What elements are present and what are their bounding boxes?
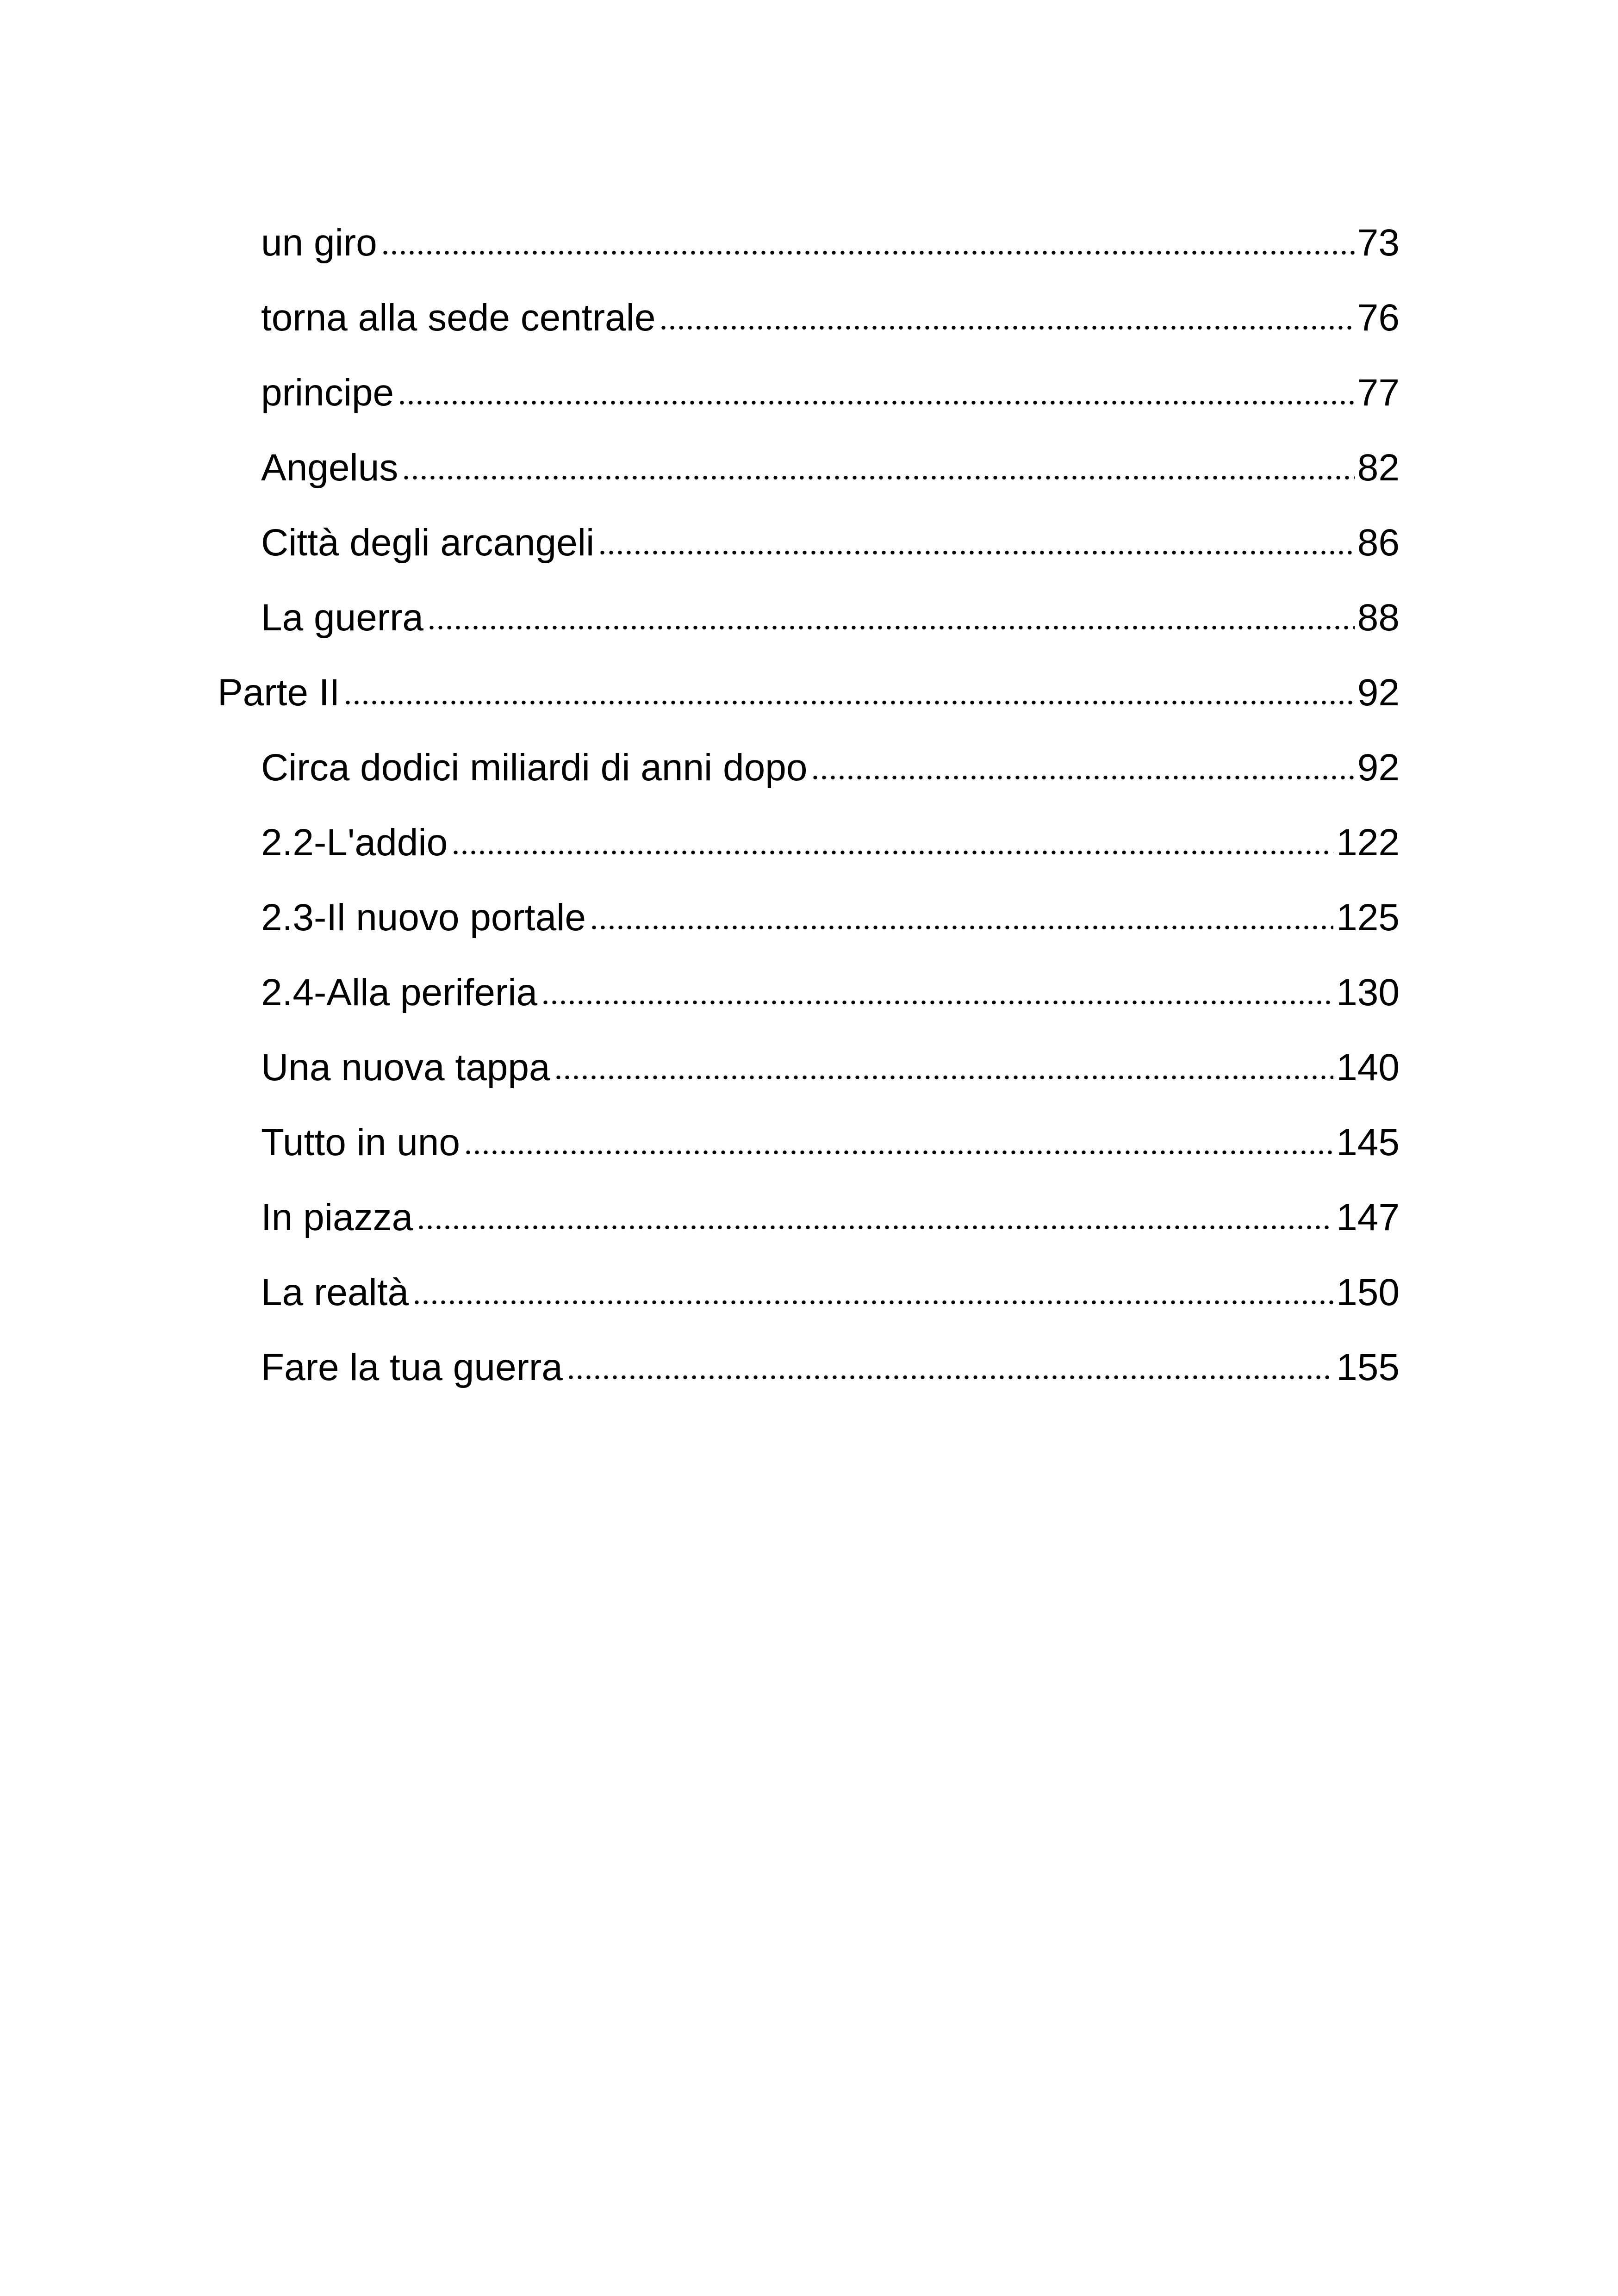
toc-entry[interactable]: [261, 1111, 1400, 1162]
toc-entry-title: Angelus: [261, 447, 398, 489]
toc-entry[interactable]: [261, 1186, 1400, 1237]
toc-entry-title: Circa dodici miliardi di anni dopo: [261, 747, 808, 789]
toc-entry-title: Città degli arcangeli: [261, 522, 595, 564]
toc-entry[interactable]: [261, 1036, 1400, 1087]
dot-leader: [417, 1223, 1333, 1232]
dot-leader: [590, 923, 1333, 932]
dot-leader: [343, 698, 1354, 707]
toc-entry[interactable]: [261, 361, 1400, 412]
toc-entry-page-number: 76: [1357, 297, 1400, 339]
toc-entry-page-number: 150: [1336, 1271, 1400, 1313]
toc-entry-title: un giro: [261, 222, 377, 264]
dot-leader: [541, 998, 1333, 1007]
dot-leader: [598, 548, 1355, 557]
toc-entry[interactable]: [261, 586, 1400, 637]
dot-leader: [464, 1148, 1333, 1157]
dot-leader: [402, 473, 1354, 482]
toc-entry-page-number: 86: [1357, 522, 1400, 564]
toc-entry-title: 2.4-Alla periferia: [261, 971, 538, 1014]
dot-leader: [398, 398, 1355, 407]
toc-entry-page-number: 88: [1357, 597, 1400, 639]
toc-entry-page-number: 122: [1336, 821, 1400, 864]
toc-entry[interactable]: [261, 1336, 1400, 1387]
toc-entry-title: torna alla sede centrale: [261, 297, 656, 339]
toc-entry-page-number: 73: [1357, 222, 1400, 264]
toc-entry-page-number: 147: [1336, 1196, 1400, 1238]
toc-entry-title: 2.3-Il nuovo portale: [261, 896, 586, 939]
toc-entry[interactable]: [261, 886, 1400, 937]
toc-entry-title: Parte II: [218, 672, 340, 714]
toc-entry-title: La guerra: [261, 597, 424, 639]
toc-entry-page-number: 155: [1336, 1346, 1400, 1388]
toc-entry-page-number: 77: [1357, 372, 1400, 414]
dot-leader: [811, 773, 1354, 782]
toc-entry-page-number: 130: [1336, 971, 1400, 1014]
dot-leader: [554, 1073, 1334, 1082]
dot-leader: [451, 848, 1333, 857]
toc-entry[interactable]: [261, 286, 1400, 337]
toc-entry[interactable]: [261, 736, 1400, 787]
toc-entry-title: La realtà: [261, 1271, 409, 1313]
dot-leader: [381, 248, 1355, 257]
toc-entry[interactable]: [261, 1261, 1400, 1312]
toc-entry[interactable]: [261, 511, 1400, 562]
toc-entry-page-number: 82: [1357, 447, 1400, 489]
toc-entry-title: Tutto in uno: [261, 1121, 461, 1164]
toc-entry[interactable]: [261, 436, 1400, 487]
toc-entry-part[interactable]: [218, 661, 1400, 712]
toc-entry-page-number: 92: [1357, 672, 1400, 714]
dot-leader: [412, 1298, 1333, 1307]
dot-leader: [566, 1373, 1333, 1382]
toc-entry-page-number: 140: [1336, 1046, 1400, 1089]
dot-leader: [659, 323, 1354, 332]
toc-entry-page-number: 92: [1357, 747, 1400, 789]
toc-entry[interactable]: [261, 961, 1400, 1012]
toc-entry-title: principe: [261, 372, 394, 414]
dot-leader: [427, 623, 1355, 632]
toc-entry-page-number: 145: [1336, 1121, 1400, 1164]
toc-entry-title: Una nuova tappa: [261, 1046, 550, 1089]
toc-entry[interactable]: [261, 211, 1400, 262]
toc-entry[interactable]: [261, 811, 1400, 862]
toc-entry-title: 2.2-L'addio: [261, 821, 448, 864]
toc-entry-title: In piazza: [261, 1196, 413, 1238]
toc-entry-title: Fare la tua guerra: [261, 1346, 563, 1388]
toc-entry-page-number: 125: [1336, 896, 1400, 939]
